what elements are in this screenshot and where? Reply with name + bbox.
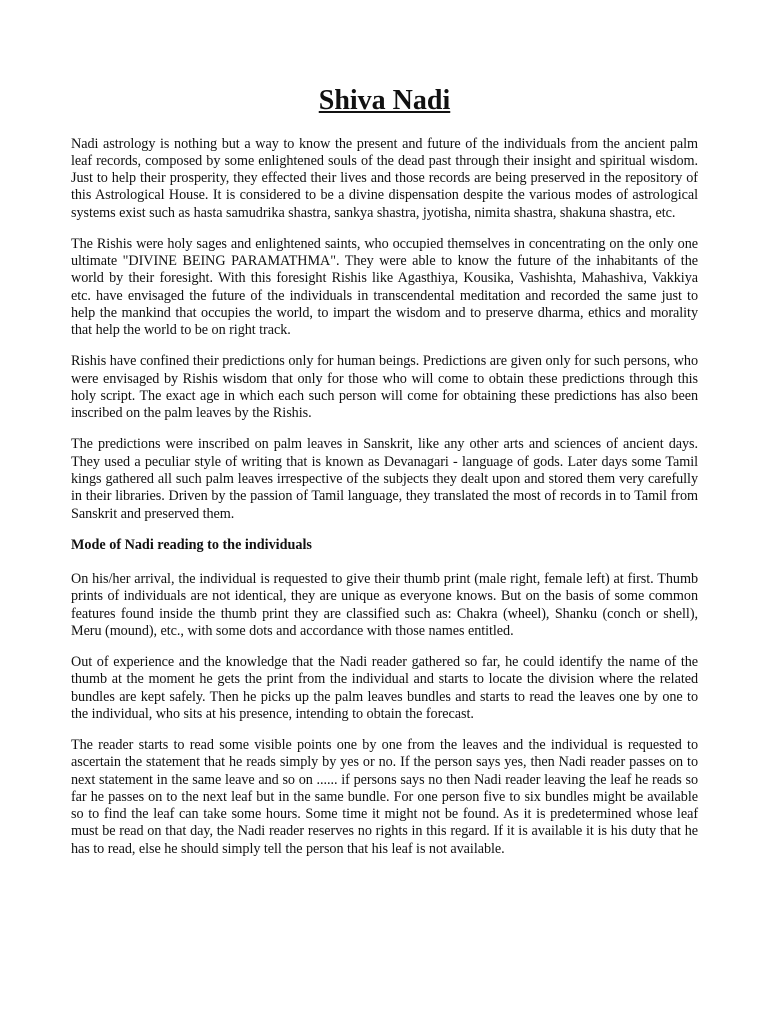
section-heading: Mode of Nadi reading to the individuals	[71, 536, 312, 553]
intro-paragraph: Nadi astrology is nothing but a way to know the present and future of the individuals from the ancient palm leaf records, composed by some enlightened souls of the dead past through their insight and spiritual wisdom. Just to help their prosperity, they effected their lives and those records are being preserved in the repository of this Astrological House. It is considered to be a divine dispensation despite the various modes of astrological systems exist such as hasta samudrika shastra, sankya shastra, jyotisha, nimita shastra, shakuna shastra, etc.	[71, 135, 698, 221]
reading-process-paragraph: The reader starts to read some visible points one by one from the leaves and the individual is requested to ascertain the statement that he reads simply by yes or no. If the person says yes, then Nadi reader passes on to next statement in the same leave and so on ...... if persons says no then Nadi reader leaving the leaf he reads so far he passes on to the next leaf but in the same bundle. For one person five to six bundles might be available so to find the leaf can take some hours. Some time it might not be found. As it is predetermined whose leaf must be read on that day, the Nadi reader reserves no rights in this regard. If it is available it is his duty that he has to read, else he should simply tell the person that his leaf is not available.	[71, 736, 698, 857]
document-content	[71, 84, 698, 858]
thumb-print-paragraph: On his/her arrival, the individual is requested to give their thumb print (male right, female left) at first. Thumb prints of individuals are not identical, they are unique as everyone knows. But on the basis of some common features found inside the thumb print they are classified such as: Chakra (wheel), Shanku (conch or shell), Meru (mound), etc., with some dots and accordance with those names entitled.	[71, 571, 698, 639]
rishis-paragraph: The Rishis were holy sages and enlightened saints, who occupied themselves in concentrating on the only one ultimate "DIVINE BEING PARAMATHMA". They were able to know the future of the inhabitants of the world by their foresight. With this foresight Rishis like Agasthiya, Kousika, Vashishta, Mahashiva, Vakkiya etc. have envisaged the future of the individuals in transcendental meditation and recorded the same just to help the mankind that occupies the world, to impart the wisdom and to preserve dharma, ethics and morality that help the world to be on right track.	[71, 235, 698, 339]
predictions-paragraph: Rishis have confined their predictions only for human beings. Predictions are given only for such persons, who were envisaged by Rishis wisdom that only for those who will come to obtain these predictions through this holy script. The exact age in which each such person will come for obtaining these predictions has also been inscribed on the palm leaves by the Rishis.	[71, 353, 698, 422]
reader-experience-paragraph: Out of experience and the knowledge that the Nadi reader gathered so far, he could identify the name of the thumb at the moment he gets the print from the individual and starts to locate the division where the related bundles are kept safely. Then he picks up the palm leaves bundles and starts to read the leaves one by one to the individual, who sits at his presence, intending to obtain the forecast.	[71, 654, 698, 722]
palm-leaves-paragraph: The predictions were inscribed on palm leaves in Sanskrit, like any other arts and sciences of ancient days. They used a peculiar style of writing that is known as Devanagari - language of gods. Later days some Tamil kings gathered all such palm leaves irrespective of the subjects they dealt upon and stored them very carefully in their libraries. Driven by the passion of Tamil language, they translated the most of records in to Tamil from Sanskrit and preserved them.	[71, 436, 698, 522]
page-title: Shiva Nadi	[318, 85, 451, 116]
